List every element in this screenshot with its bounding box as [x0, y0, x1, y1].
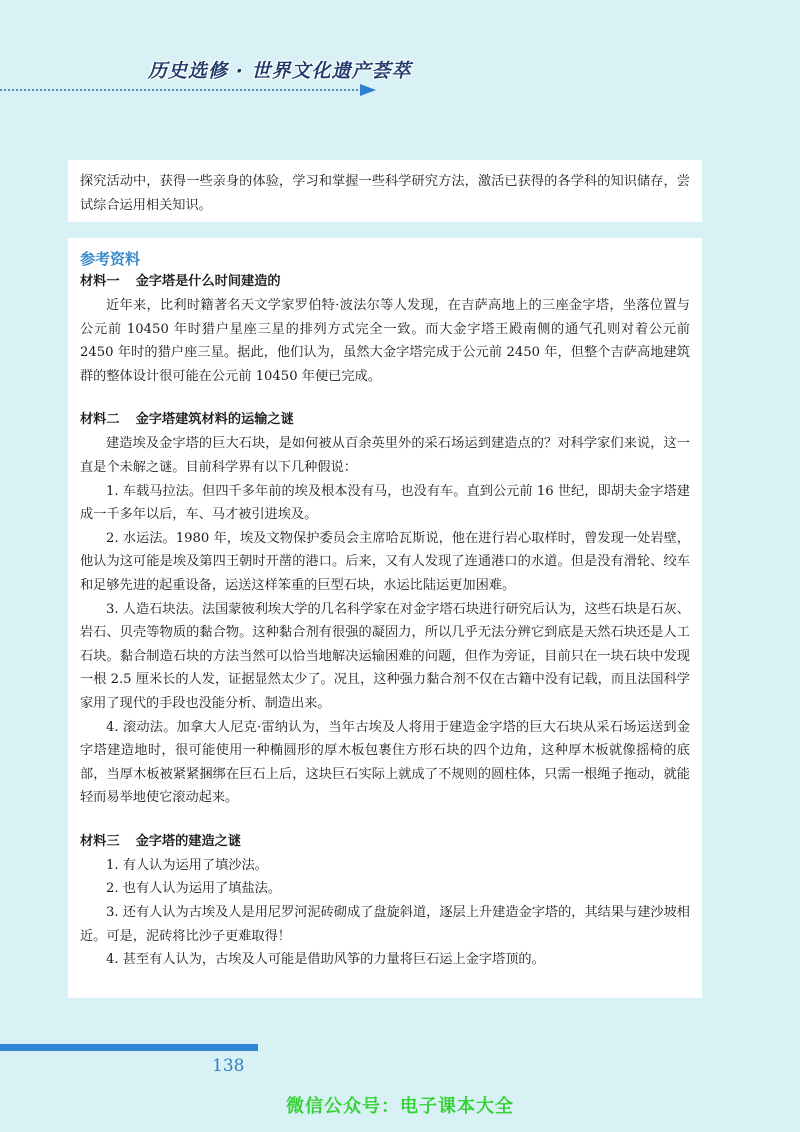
header-arrow-icon — [360, 84, 376, 96]
paragraph: 建造埃及金字塔的巨大石块，是如何被从百余英里外的采石场运到建造点的？对科学家们来说，这一直是个未解之谜。目前科学界有以下几种假说： — [80, 436, 690, 475]
paragraph: 3. 还有人认为古埃及人是用尼罗河泥砖砌成了盘旋斜道，逐层上升建造金字塔的，其结果与建沙坡相近。可是，泥砖将比沙子更难取得！ — [80, 905, 690, 944]
paragraph: 3. 人造石块法。法国蒙彼利埃大学的几名科学家在对金字塔石块进行研究后认为，这些石块是石灰、岩石、贝壳等物质的黏合物。这种黏合剂有很强的凝固力，所以几乎无法分辨它到底是天然石块还是人工石块。黏合制造石块的方法当然可以恰当地解决运输困难的问题，但作为旁证，目前只在一块石块中发现一根 2.5 厘米长的人发，证据显然太少了。况且，这种强力黏合剂不仅在古籍中没有记载，而且法国科学家用了现代的手段也没能分析、制造出来。 — [80, 601, 690, 711]
running-header-title: 历史选修 · 世界文化遗产荟萃 — [148, 60, 412, 82]
page-number: 138 — [212, 1056, 245, 1076]
paragraph: 2. 也有人认为运用了填盐法。 — [106, 881, 282, 897]
intro-box — [68, 160, 702, 222]
material-label: 材料一 — [80, 274, 120, 289]
paragraph: 1. 有人认为运用了填沙法。 — [106, 857, 268, 873]
paragraph: 4. 滚动法。加拿大人尼克·雷纳认为，当年古埃及人将用于建造金字塔的巨大石块从采石场运送到金字塔建造地时，很可能使用一种椭圆形的厚木板包裹住方形石块的四个边角，这种厚木板就像摇椅的底部，当厚木板被紧紧捆绑在巨石上后，这块巨石实际上就成了不规则的圆柱体，只需一根绳子拖动，就能轻而易举地使它滚动起来。 — [80, 719, 690, 806]
paragraph: 1. 车载马拉法。但四千多年前的埃及根本没有马，也没有车。直到公元前 16 世纪，即胡夫金字塔建成一千多年以后，车、马才被引进埃及。 — [80, 483, 690, 523]
material-heading — [80, 830, 690, 854]
material-title: 金字塔是什么时间建造的 — [135, 274, 281, 289]
intro-text: 探究活动中，获得一些亲身的体验，学习和掌握一些科学研究方法，激活已获得的各学科的知识储存，尝试综合运用相关知识。 — [80, 174, 690, 213]
material-heading — [80, 270, 690, 294]
material-heading — [80, 408, 690, 432]
header-dotted-rule — [0, 89, 362, 91]
material-label: 材料三 — [80, 833, 120, 849]
material-title: 金字塔的建造之谜 — [135, 833, 242, 849]
material-title: 金字塔建筑材料的运输之谜 — [135, 412, 294, 428]
reference-title: 参考资料 — [80, 250, 141, 268]
paragraph: 2. 水运法。1980 年，埃及文物保护委员会主席哈瓦斯说，他在进行岩心取样时，曾发现一处岩壁，他认为这可能是埃及第四王朝时开凿的港口。后来，又有人发现了连通港口的水道。但是没有滑轮、绞车和足够先进的起重设备，运送这样笨重的巨型石块，水运比陆运更加困难。 — [80, 530, 690, 593]
reference-box — [68, 238, 702, 998]
paragraph: 近年来，比利时籍著名天文学家罗伯特·波法尔等人发现，在吉萨高地上的三座金字塔，坐落位置与公元前 10450 年时猎户星座三星的排列方式完全一致。而大金字塔王殿南侧的通气孔则对着公元前 2450 年时的猎户座三星。据此，他们认为，虽然大金字塔完成于公元前 2450 年，但整个吉萨高地建筑群的整体设计很可能在公元前 10450 年便已完成。 — [80, 298, 690, 384]
footer-accent-bar — [0, 1044, 258, 1051]
paragraph: 4. 甚至有人认为，古埃及人可能是借助风筝的力量将巨石运上金字塔顶的。 — [106, 952, 545, 968]
watermark-text: 微信公众号：电子课本大全 — [286, 1096, 514, 1117]
material-label: 材料二 — [80, 412, 120, 428]
